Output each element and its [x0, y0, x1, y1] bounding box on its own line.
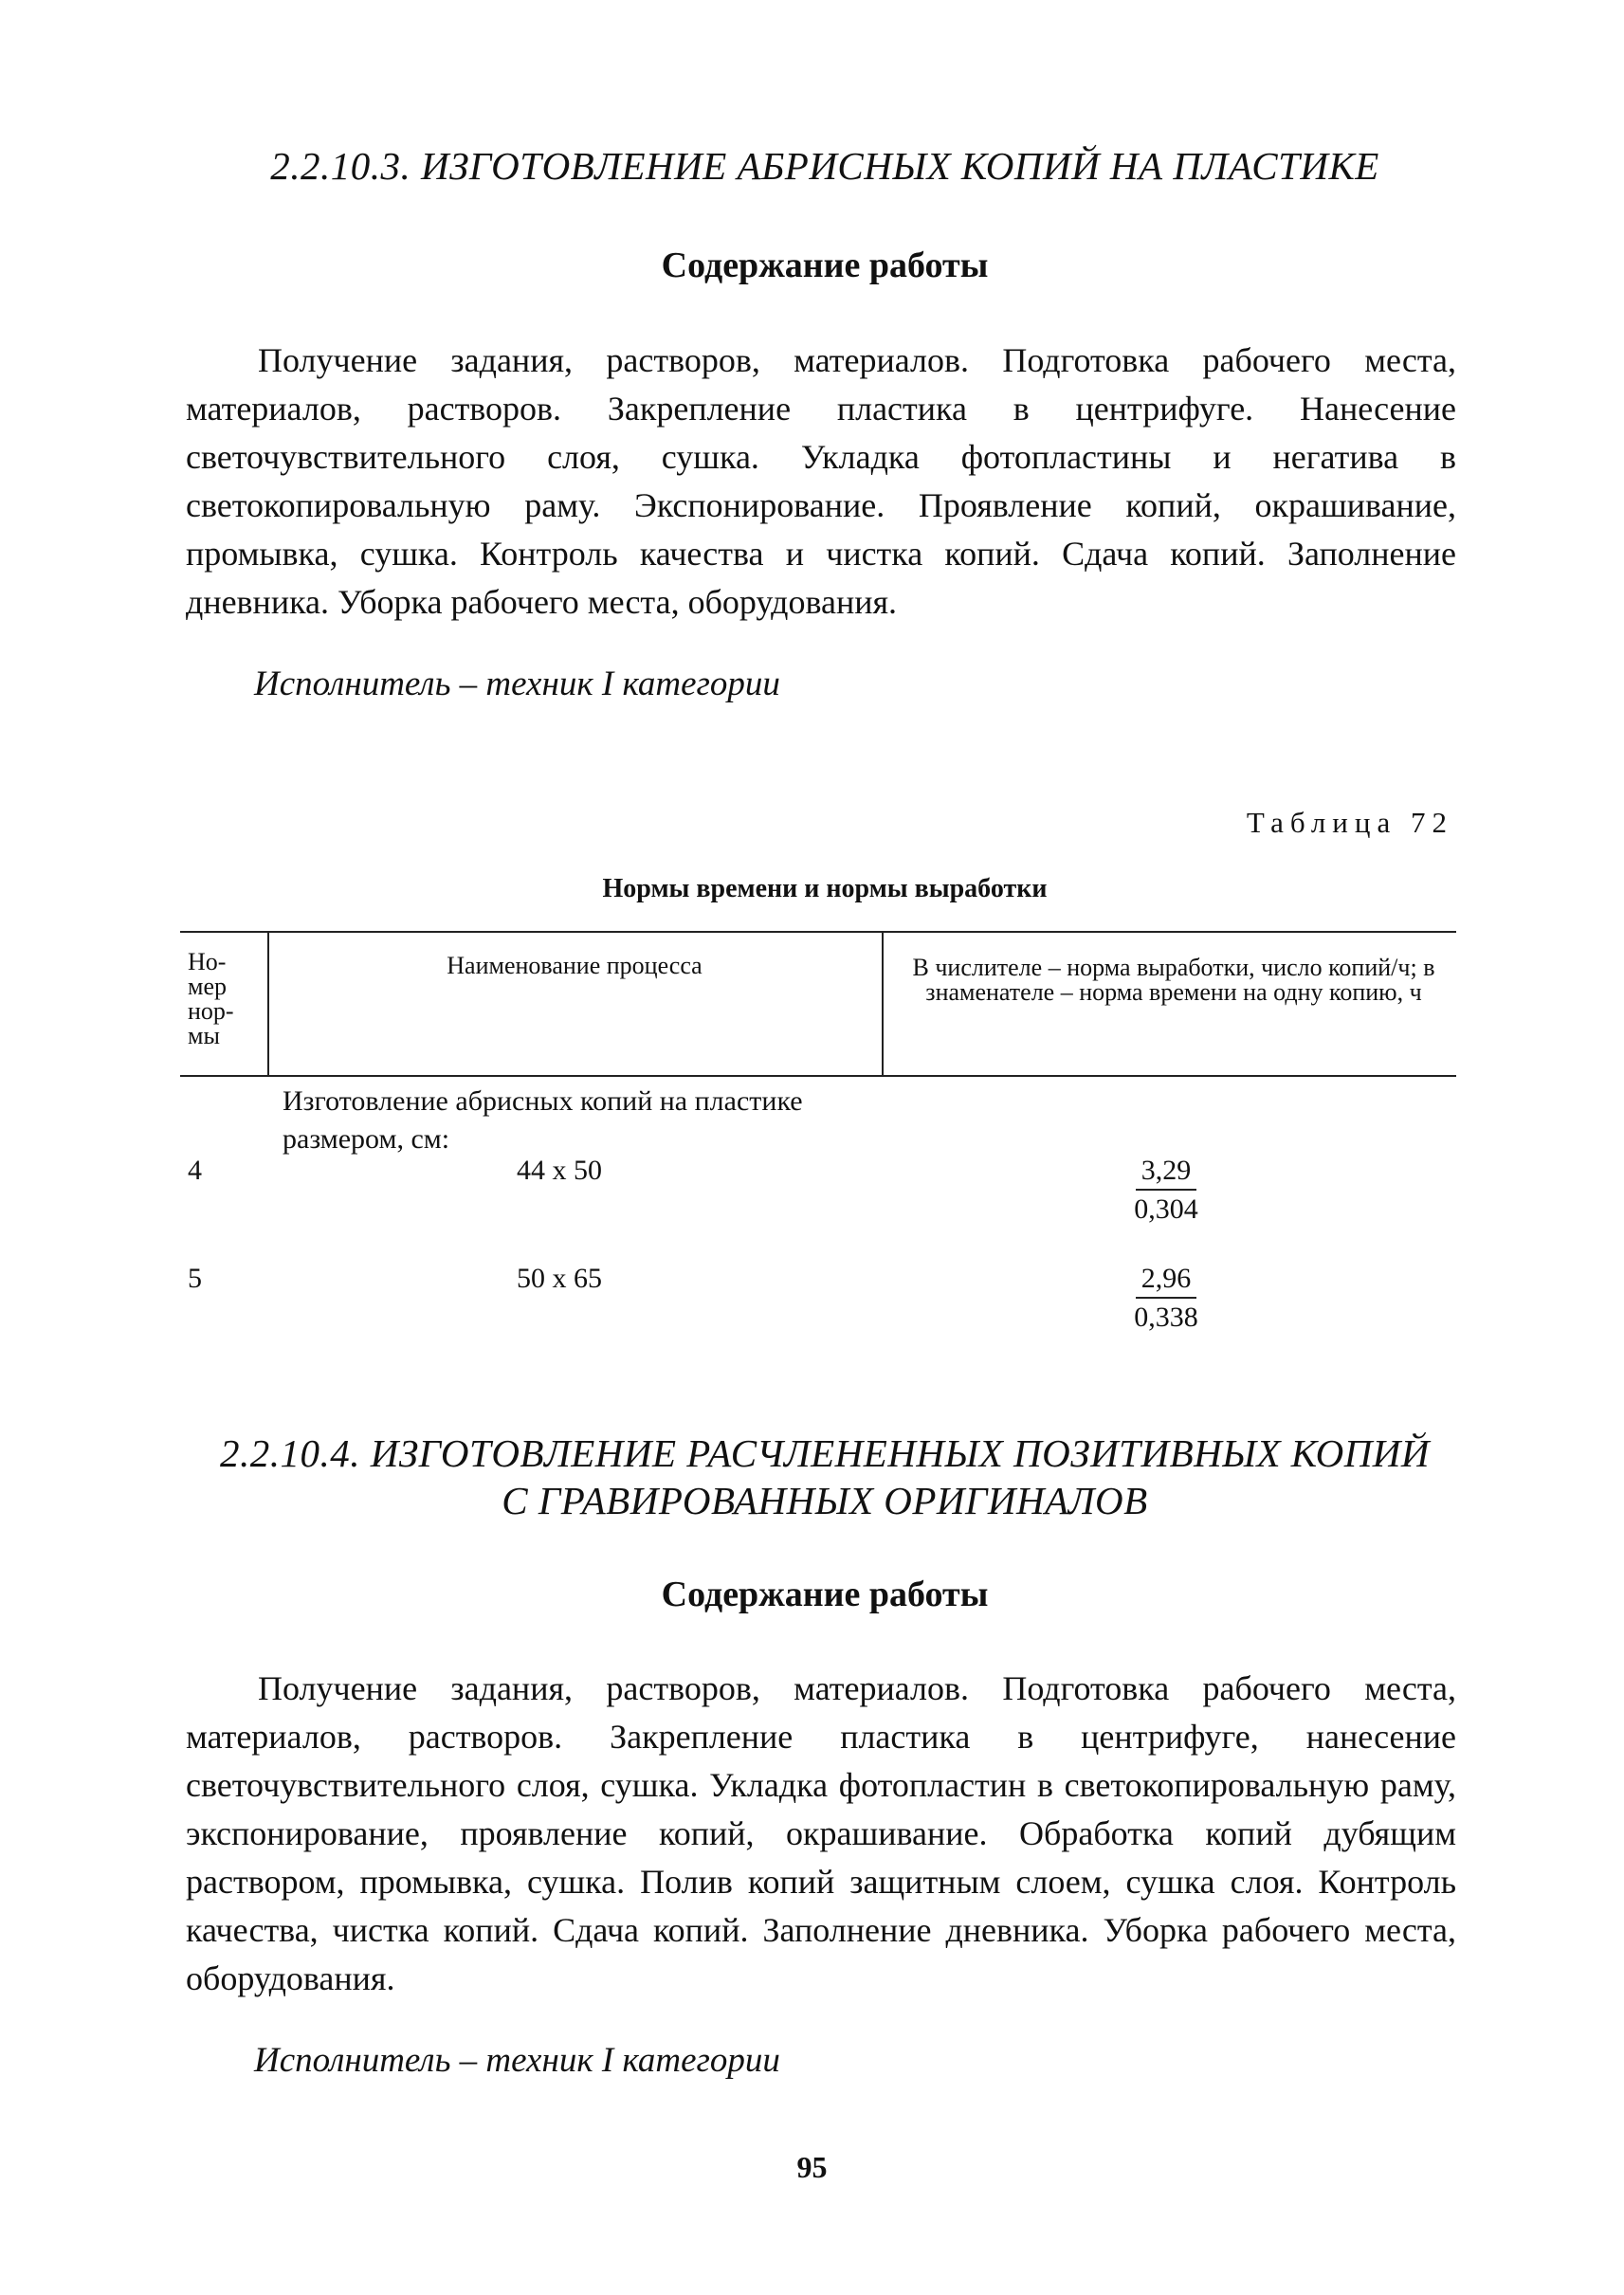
table-col-divider-1: [267, 931, 269, 1075]
section1-title: 2.2.10.3. ИЗГОТОВЛЕНИЕ АБРИСНЫХ КОПИЙ НА ПЛАСТИКЕ: [270, 144, 1379, 188]
row-denominator: 0,304: [1134, 1193, 1198, 1225]
section2-title-line2: С ГРАВИРОВАННЫХ ОРИГИНАЛОВ: [502, 1479, 1148, 1522]
row-size: 44 х 50: [517, 1155, 602, 1186]
header-number: Но- мер нор- мы: [188, 948, 234, 1049]
section2-title: [190, 1430, 1460, 1524]
section1-body-text: Получение задания, растворов, материалов. Подготовка рабочего места, материалов, растворов. Закрепление пластика в центрифуге. Нанесение светочувствительного слоя, сушка. Укладка фотопластины и негатива в светокопировальную раму. Экспонирование. Проявление копий, окрашивание, промывка, сушка. Контроль качества и чистка копий. Сдача копий. Заполнение дневника. Уборка рабочего места, оборудования.: [186, 341, 1456, 621]
table-header-rule: [180, 1075, 1456, 1077]
section2-title-line1: 2.2.10.4. ИЗГОТОВЛЕНИЕ РАСЧЛЕНЕННЫХ ПОЗИТИВНЫХ КОПИЙ: [219, 1431, 1431, 1475]
group-label: Изготовление абрисных копий на пластике размером, см:: [283, 1085, 803, 1155]
row-number: 4: [188, 1155, 202, 1186]
page-number: 95: [796, 2150, 828, 2184]
header-norms: В числителе – норма выработки, число копий/ч; в знаменателе – норма времени на одну копию, ч: [912, 954, 1435, 1006]
section1-subtitle: Содержание работы: [661, 246, 989, 285]
table-col-divider-2: [882, 931, 884, 1075]
row-number: 5: [188, 1263, 202, 1294]
row-size: 50 х 65: [517, 1263, 602, 1294]
section2-subtitle: Содержание работы: [661, 1575, 989, 1614]
row-denominator: 0,338: [1134, 1302, 1198, 1333]
table-title: Нормы времени и нормы выработки: [602, 874, 1048, 903]
section1-body: [186, 337, 1456, 627]
row-fraction: [1100, 1263, 1232, 1337]
table-top-rule: [180, 931, 1456, 933]
section1-executor: Исполнитель – техник I категории: [254, 665, 780, 703]
table-label: Таблица 72: [1246, 806, 1453, 839]
row-numerator: 3,29: [1136, 1155, 1197, 1191]
section2-body-text: Получение задания, растворов, материалов. Подготовка рабочего места, материалов, растворов. Закрепление пластика в центрифуге, нанесение светочувствительного слоя, сушка. Укладка фотопластин в светокопировальную раму, экспонирование, проявление копий, окрашивание. Обработка копий дубящим раствором, промывка, сушка. Полив копий защитным слоем, сушка слоя. Контроль качества, чистка копий. Сдача копий. Заполнение дневника. Уборка рабочего места, оборудования.: [186, 1669, 1456, 1997]
section2-body: [186, 1665, 1456, 2003]
header-process: Наименование процесса: [447, 952, 703, 979]
section2-executor: Исполнитель – техник I категории: [254, 2041, 780, 2080]
row-fraction: [1100, 1155, 1232, 1229]
row-numerator: 2,96: [1136, 1263, 1197, 1299]
